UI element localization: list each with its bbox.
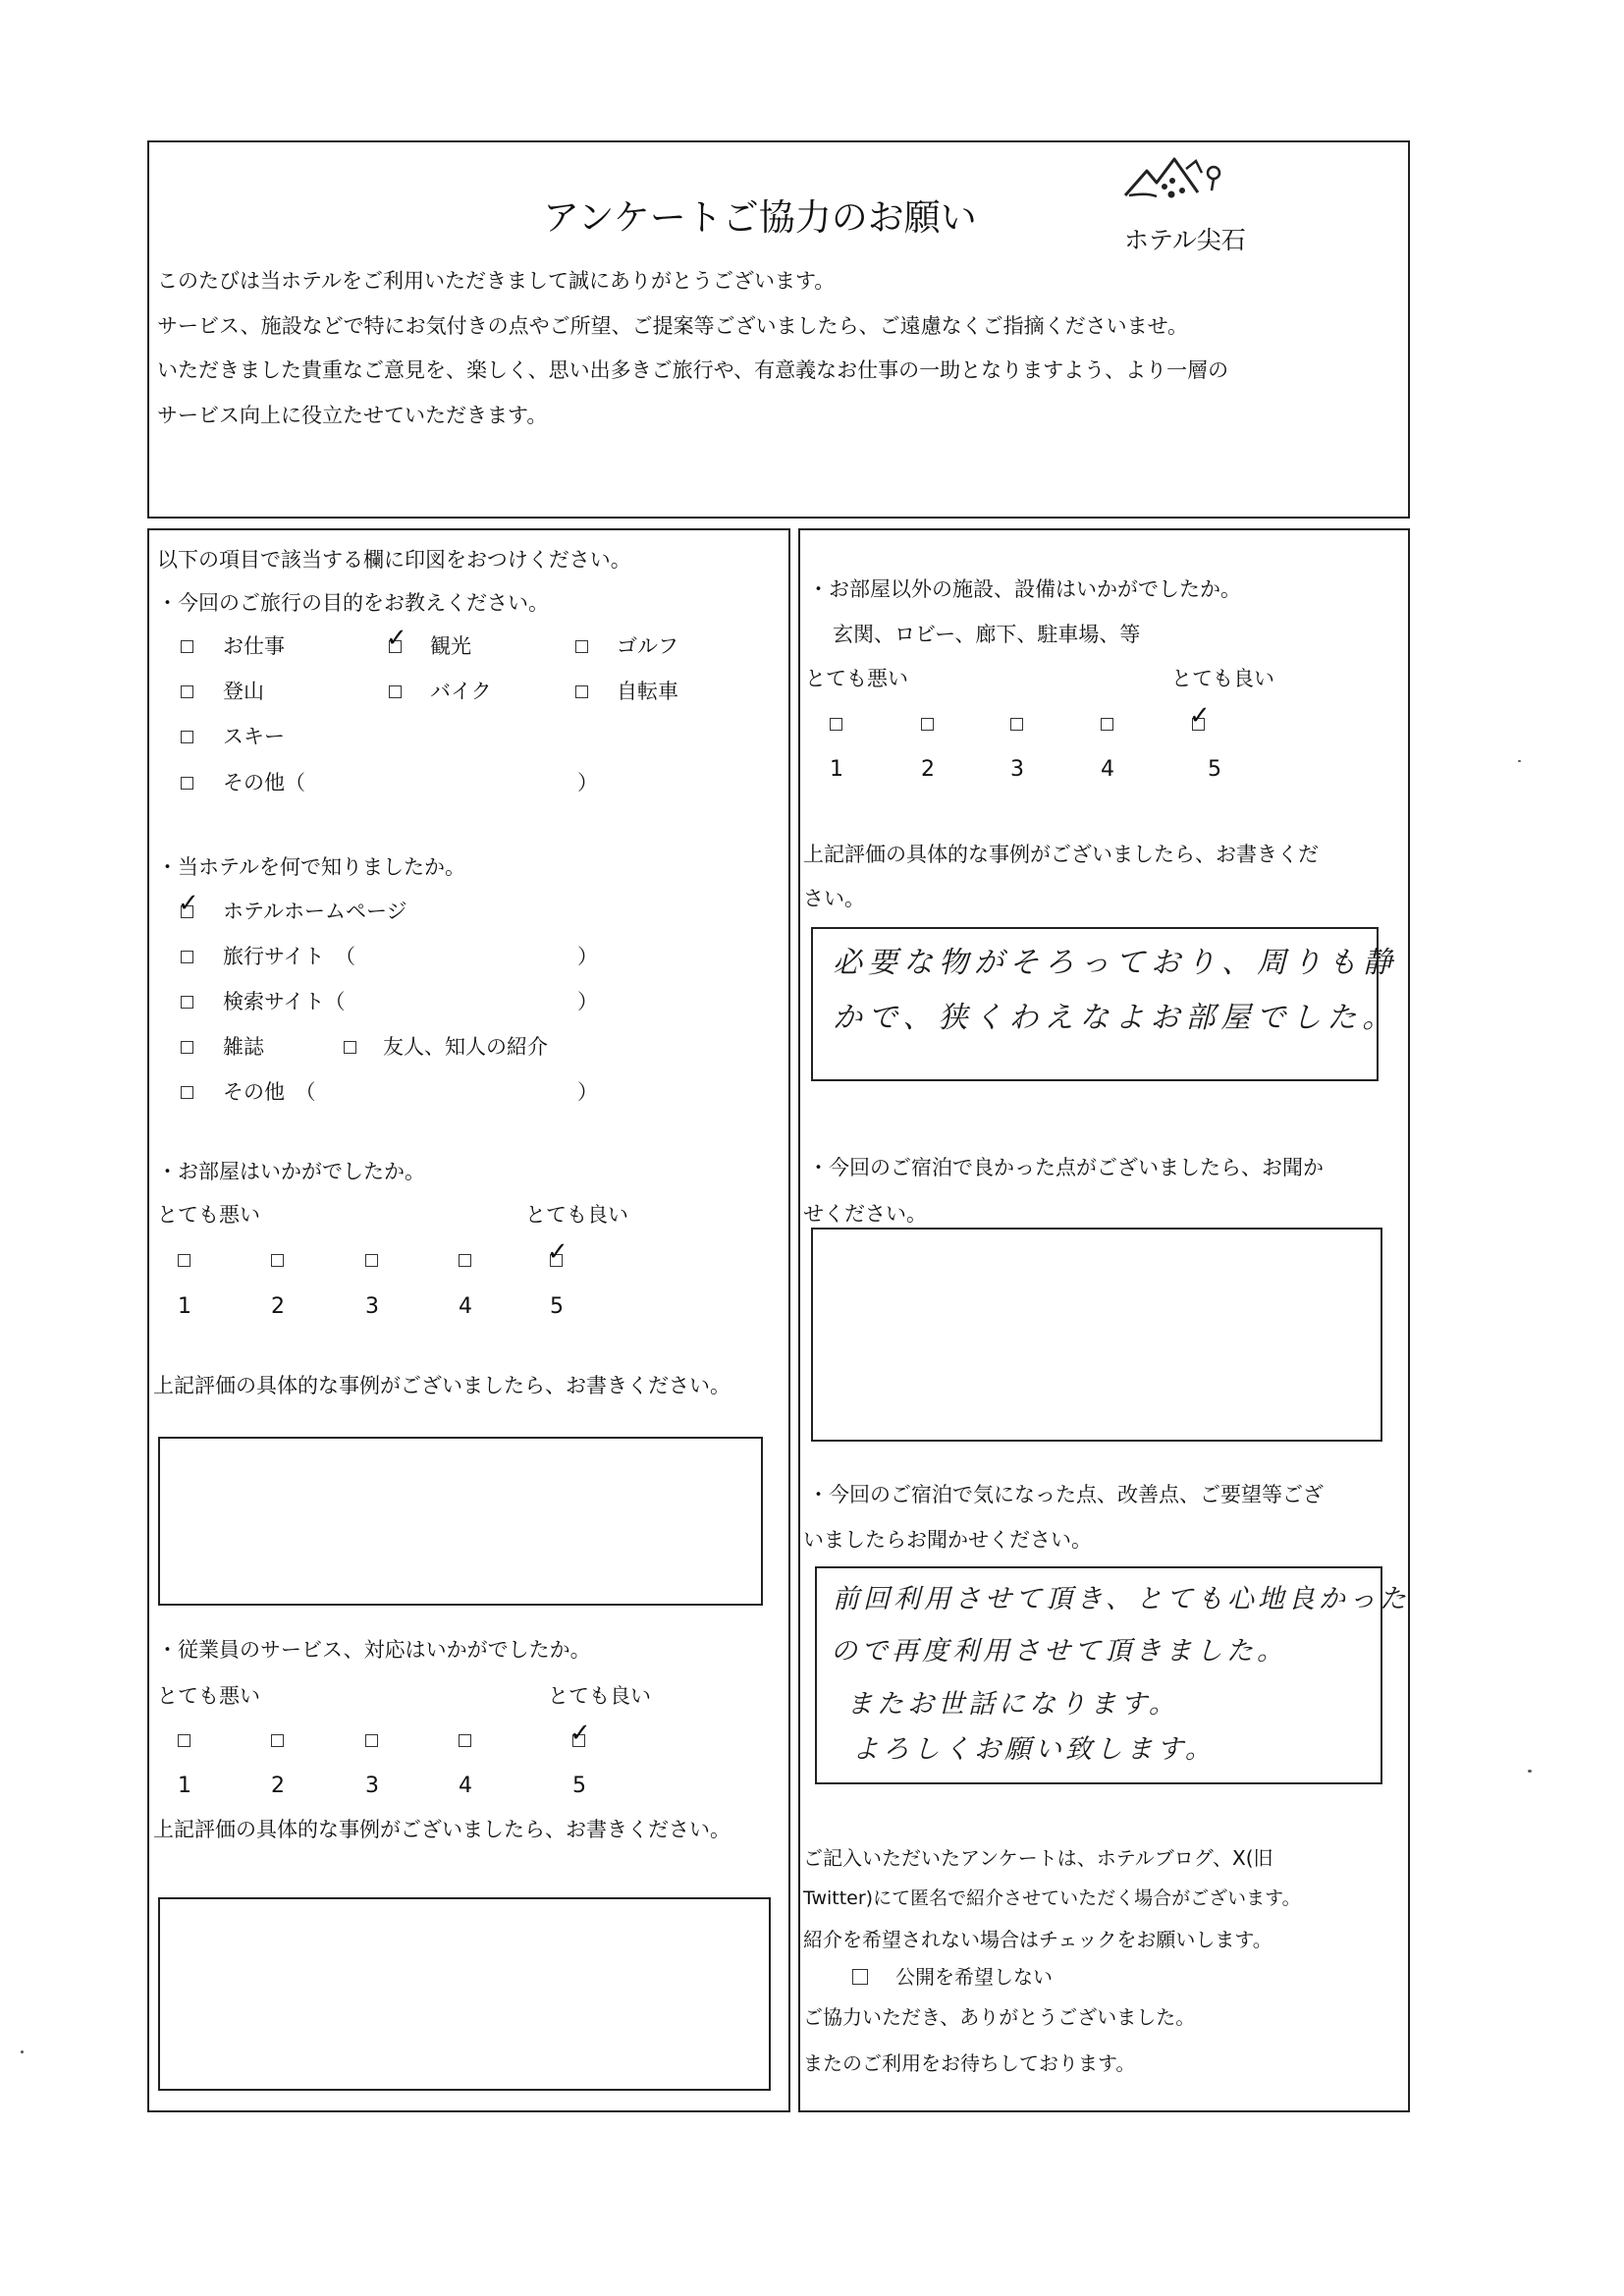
room-question: ・お部屋はいかがでしたか。 (157, 1160, 425, 1183)
facilities-scale-1: 1 (830, 757, 843, 782)
source-label-friend: 友人、知人の紹介 (383, 1035, 548, 1059)
purpose-label-ski: スキー (223, 725, 285, 748)
purpose-checkbox-work[interactable] (181, 640, 193, 653)
checkmark-icon: ✓ (386, 624, 407, 653)
source-other-close: ） (577, 1080, 598, 1104)
good-points-textarea[interactable] (811, 1228, 1382, 1442)
staff-rating-1[interactable] (178, 1734, 190, 1747)
optout-label: 公開を希望しない (895, 1965, 1053, 1989)
facilities-scale-4: 4 (1101, 757, 1114, 782)
staff-scale-2: 2 (271, 1774, 285, 1798)
staff-rating-3[interactable] (365, 1734, 378, 1747)
facilities-rating-4[interactable] (1101, 718, 1113, 731)
facilities-low-label: とても悪い (805, 667, 908, 690)
purpose-label-other: その他（ (223, 771, 305, 794)
source-label-other: その他 （ (223, 1080, 316, 1104)
purpose-checkbox-other[interactable] (181, 777, 193, 790)
intro-line-3: いただきました貴重なご意見を、楽しく、思い出多きご旅行や、有意義なお仕事の一助となりますよう、より一層の (157, 358, 1229, 382)
facilities-question: ・お部屋以外の施設、設備はいかがでしたか。 (808, 577, 1241, 601)
improvements-answer-line-4: よろしくお願い致します。 (852, 1734, 1216, 1765)
purpose-checkbox-climbing[interactable] (181, 685, 193, 698)
facilities-rating-1[interactable] (830, 718, 842, 731)
improvements-question-2: いましたらお聞かせください。 (803, 1528, 1092, 1552)
good-points-question-1: ・今回のご宿泊で良かった点がございましたら、お聞か (808, 1156, 1324, 1179)
source-question: ・当ホテルを何で知りましたか。 (157, 855, 465, 879)
purpose-question: ・今回のご旅行の目的をお教えください。 (157, 591, 549, 615)
staff-scale-4: 4 (459, 1774, 472, 1798)
purpose-label-work: お仕事 (223, 634, 285, 658)
source-label-travel-site: 旅行サイト （ (223, 945, 356, 968)
instruction-text: 以下の項目で該当する欄に印図をおつけください。 (157, 548, 631, 572)
room-rating-1[interactable] (178, 1254, 190, 1267)
room-detail-textarea[interactable] (158, 1437, 763, 1606)
improvements-answer-line-3: またお世話になります。 (846, 1689, 1179, 1720)
facilities-answer-line-1: 必要な物がそろっており、周りも静 (833, 946, 1398, 980)
room-scale-2: 2 (271, 1294, 285, 1319)
facilities-scale-3: 3 (1010, 757, 1024, 782)
source-label-search-site: 検索サイト（ (223, 990, 346, 1013)
facilities-rating-2[interactable] (921, 718, 934, 731)
purpose-checkbox-motorbike[interactable] (389, 685, 402, 698)
purpose-label-golf: ゴルフ (617, 634, 678, 658)
checkmark-icon: ✓ (569, 1719, 591, 1748)
room-high-label: とても良い (525, 1203, 628, 1227)
improvements-answer-line-1: 前回利用させて頂き、とても心地良かった (833, 1584, 1410, 1614)
purpose-checkbox-golf[interactable] (575, 640, 588, 653)
staff-detail-textarea[interactable] (158, 1897, 771, 2091)
room-detail-prompt: 上記評価の具体的な事例がございましたら、お書きください。 (153, 1374, 731, 1397)
purpose-checkbox-bicycle[interactable] (575, 685, 588, 698)
intro-line-4: サービス向上に役立たせていただきます。 (157, 404, 548, 427)
closing-line-1: ご記入いただいたアンケートは、ホテルブログ、X(旧 (803, 1846, 1273, 1870)
scan-speck (1528, 1770, 1532, 1773)
purpose-label-motorbike: バイク (430, 680, 492, 703)
source-checkbox-magazine[interactable] (181, 1041, 193, 1054)
staff-high-label: とても良い (548, 1684, 651, 1708)
source-label-homepage: ホテルホームページ (223, 900, 407, 923)
scan-speck (1518, 760, 1521, 762)
staff-scale-1: 1 (178, 1774, 191, 1798)
scan-speck (21, 2050, 24, 2053)
source-search-site-close: ） (577, 990, 598, 1013)
staff-rating-4[interactable] (459, 1734, 471, 1747)
room-scale-5: 5 (550, 1294, 564, 1319)
room-scale-3: 3 (365, 1294, 379, 1319)
mountain-logo-icon (1117, 151, 1265, 230)
purpose-other-close: ） (577, 771, 598, 794)
room-low-label: とても悪い (157, 1203, 260, 1227)
page-title: アンケートご協力のお願い (543, 196, 977, 239)
purpose-label-sightseeing: 観光 (430, 634, 471, 658)
left-column (147, 528, 790, 2112)
closing-await: またのご利用をお待ちしております。 (803, 2051, 1136, 2075)
source-checkbox-other[interactable] (181, 1086, 193, 1099)
facilities-answer-line-2: かで、狭くわえなよお部屋でした。 (833, 1001, 1398, 1035)
staff-detail-prompt: 上記評価の具体的な事例がございましたら、お書きください。 (153, 1818, 731, 1841)
facilities-examples: 玄関、ロビー、廊下、駐車場、等 (833, 623, 1141, 646)
facilities-scale-2: 2 (921, 757, 935, 782)
room-rating-3[interactable] (365, 1254, 378, 1267)
staff-question: ・従業員のサービス、対応はいかがでしたか。 (157, 1638, 591, 1662)
purpose-checkbox-ski[interactable] (181, 731, 193, 743)
optout-checkbox[interactable] (852, 1969, 868, 1985)
facilities-rating-3[interactable] (1010, 718, 1023, 731)
staff-scale-5: 5 (572, 1774, 586, 1798)
source-label-magazine: 雑誌 (223, 1035, 264, 1059)
source-checkbox-friend[interactable] (344, 1041, 356, 1054)
checkmark-icon: ✓ (547, 1237, 568, 1267)
room-scale-4: 4 (459, 1294, 472, 1319)
staff-rating-2[interactable] (271, 1734, 284, 1747)
closing-line-2: Twitter)にて匿名で紹介させていただく場合がございます。 (803, 1887, 1301, 1909)
source-checkbox-search-site[interactable] (181, 996, 193, 1009)
source-travel-site-close: ） (577, 945, 598, 968)
facilities-high-label: とても良い (1171, 667, 1274, 690)
hotel-logo (1100, 149, 1276, 267)
purpose-label-climbing: 登山 (223, 680, 264, 703)
logo-text: ホテル尖石 (1124, 226, 1246, 254)
closing-line-3: 紹介を希望されない場合はチェックをお願いします。 (803, 1928, 1272, 1951)
intro-line-2: サービス、施設などで特にお気付きの点やご所望、ご提案等ございましたら、ご遠慮なくご指摘くださいませ。 (157, 314, 1188, 338)
intro-line-1: このたびは当ホテルをご利用いただきまして誠にありがとうございます。 (157, 269, 836, 293)
facilities-scale-5: 5 (1208, 757, 1221, 782)
good-points-question-2: せください。 (803, 1202, 927, 1226)
staff-scale-3: 3 (365, 1774, 379, 1798)
staff-low-label: とても悪い (157, 1684, 260, 1708)
checkmark-icon: ✓ (1189, 701, 1211, 731)
room-scale-1: 1 (178, 1294, 191, 1319)
closing-thanks: ご協力いただき、ありがとうございました。 (803, 2005, 1196, 2029)
source-checkbox-travel-site[interactable] (181, 951, 193, 963)
room-rating-4[interactable] (459, 1254, 471, 1267)
checkmark-icon: ✓ (178, 889, 199, 918)
purpose-label-bicycle: 自転車 (617, 680, 678, 703)
room-rating-2[interactable] (271, 1254, 284, 1267)
improvements-question-1: ・今回のご宿泊で気になった点、改善点、ご要望等ござ (808, 1483, 1324, 1506)
facilities-detail-prompt-1: 上記評価の具体的な事例がございましたら、お書きくだ (803, 843, 1319, 866)
facilities-detail-prompt-2: さい。 (803, 887, 865, 910)
improvements-answer-line-2: ので再度利用させて頂きました。 (831, 1636, 1287, 1667)
